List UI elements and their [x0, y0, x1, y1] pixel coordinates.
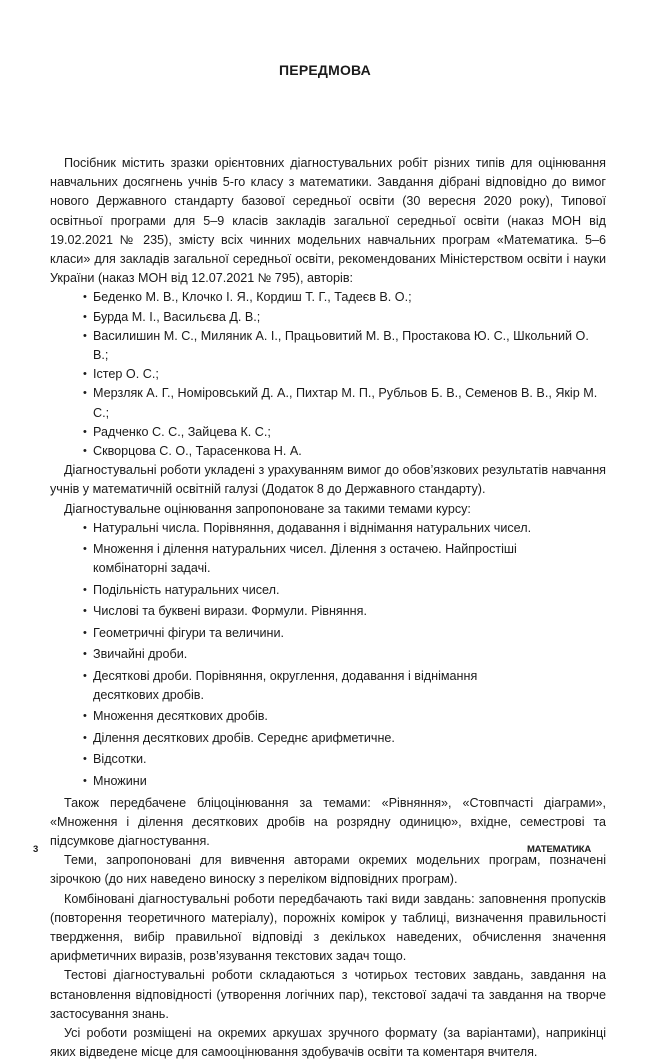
paragraph-intro: Посібник містить зразки орієнтовних діагностувальних робіт різних типів для оцінювання навчальних досягнень учнів 5-го класу з математики. Завдання дібрані відповідно до вимог нового Державного стандарту базової середньої освіти (30 вересня 2020 року), Типової освітньої програми для 5–9 класів закладів загальної середньої освіти (наказ МОН від 19.02.2021 № 235), змісту всіх чинних модельних навчальних програм «Математика. 5–6 класи» для закладів загальної середньої освіти, рекомендованих Міністерством освіти і науки України (наказ МОН від 12.07.2021 № 795), авторів: — [50, 156, 606, 286]
list-item: • Звичайні дроби. — [93, 645, 546, 664]
list-item: • Беденко М. В., Клочко І. Я., Кордиш Т. Г., Тадеєв В. О.; — [93, 288, 606, 307]
list-item: • Множення і ділення натуральних чисел. Ділення з остачею. Найпростіші комбінаторні задачі. — [93, 540, 546, 577]
list-item: • Скворцова С. О., Тарасенкова Н. А. — [93, 442, 606, 461]
list-item: • Множення десяткових дробів. — [93, 707, 546, 726]
list-item: • Радченко С. С., Зайцева К. С.; — [93, 423, 606, 442]
page-title: ПЕРЕДМОВА — [279, 62, 371, 78]
list-item: • Подільність натуральних чисел. — [93, 581, 546, 600]
paragraph-blitz: Також передбачене бліцоцінювання за темами: «Рівняння», «Стовпчасті діаграми», «Множення і ділення десяткових дробів на розрядну одиницю», вхідне, семестрові та підсумкове діагностування. — [50, 795, 606, 848]
paragraph-asterisk: Теми, запропоновані для вивчення авторами окремих модельних програм, позначені зірочкою (до них наведено виноску з переліком відповідних програм). — [50, 853, 606, 887]
list-item: • Множини — [93, 772, 546, 791]
list-item: • Геометричні фігури та величини. — [93, 624, 546, 643]
page-number: 3 — [33, 844, 39, 855]
list-item: • Мерзляк А. Г., Номіровський Д. А., Пихтар М. П., Рубльов Б. В., Семенов В. В., Якір М. С.; — [93, 384, 606, 422]
paragraph-requirements: Діагностувальні роботи укладені з урахуванням вимог до обов’язкових результатів навчання учнів у математичній освітній галузі (Додаток 8 до Державного стандарту). — [50, 463, 606, 497]
list-item: • Відсотки. — [93, 750, 546, 769]
topics-list — [50, 519, 606, 791]
paragraph-format: Усі роботи розміщені на окремих аркушах зручного формату (за варіантами), наприкінці яких відведене місце для самооцінювання здобувачів освіти та коментаря вчителя. — [50, 1026, 606, 1060]
paragraph-tests: Тестові діагностувальні роботи складаються з чотирьох тестових завдань, завдання на встановлення відповідності (утворення логічних пар), текстової задачі та завдання на творче застосування знань. — [50, 968, 606, 1021]
list-item: • Числові та буквені вирази. Формули. Рівняння. — [93, 602, 546, 621]
list-item: • Істер О. С.; — [93, 365, 606, 384]
list-item: • Десяткові дроби. Порівняння, округлення, додавання і віднімання десяткових дробів. — [93, 667, 546, 704]
list-item: • Василишин М. С., Миляник А. І., Працьовитий М. В., Простакова Ю. С., Школьний О. В.; — [93, 327, 606, 365]
list-item: • Ділення десяткових дробів. Середнє арифметичне. — [93, 729, 546, 748]
list-item: • Натуральні числа. Порівняння, додавання і віднімання натуральних чисел. — [93, 519, 546, 538]
paragraph-topics-intro: Діагностувальне оцінювання запропоноване за такими темами курсу: — [64, 501, 471, 516]
subject-label: МАТЕМАТИКА — [526, 844, 591, 855]
list-item: • Бурда М. І., Васильєва Д. В.; — [93, 308, 606, 327]
paragraph-combined: Комбіновані діагностувальні роботи передбачають такі види завдань: заповнення пропусків (повторення теоретичного матеріалу), порожніх комірок у таблиці, визначення правильності твердження, вибір правильної відповіді з декількох наведених, обчислення значення арифметичних виразів, розв’язування текстових задач тощо. — [50, 891, 606, 964]
preface-body — [50, 154, 606, 1062]
authors-list — [50, 288, 606, 461]
